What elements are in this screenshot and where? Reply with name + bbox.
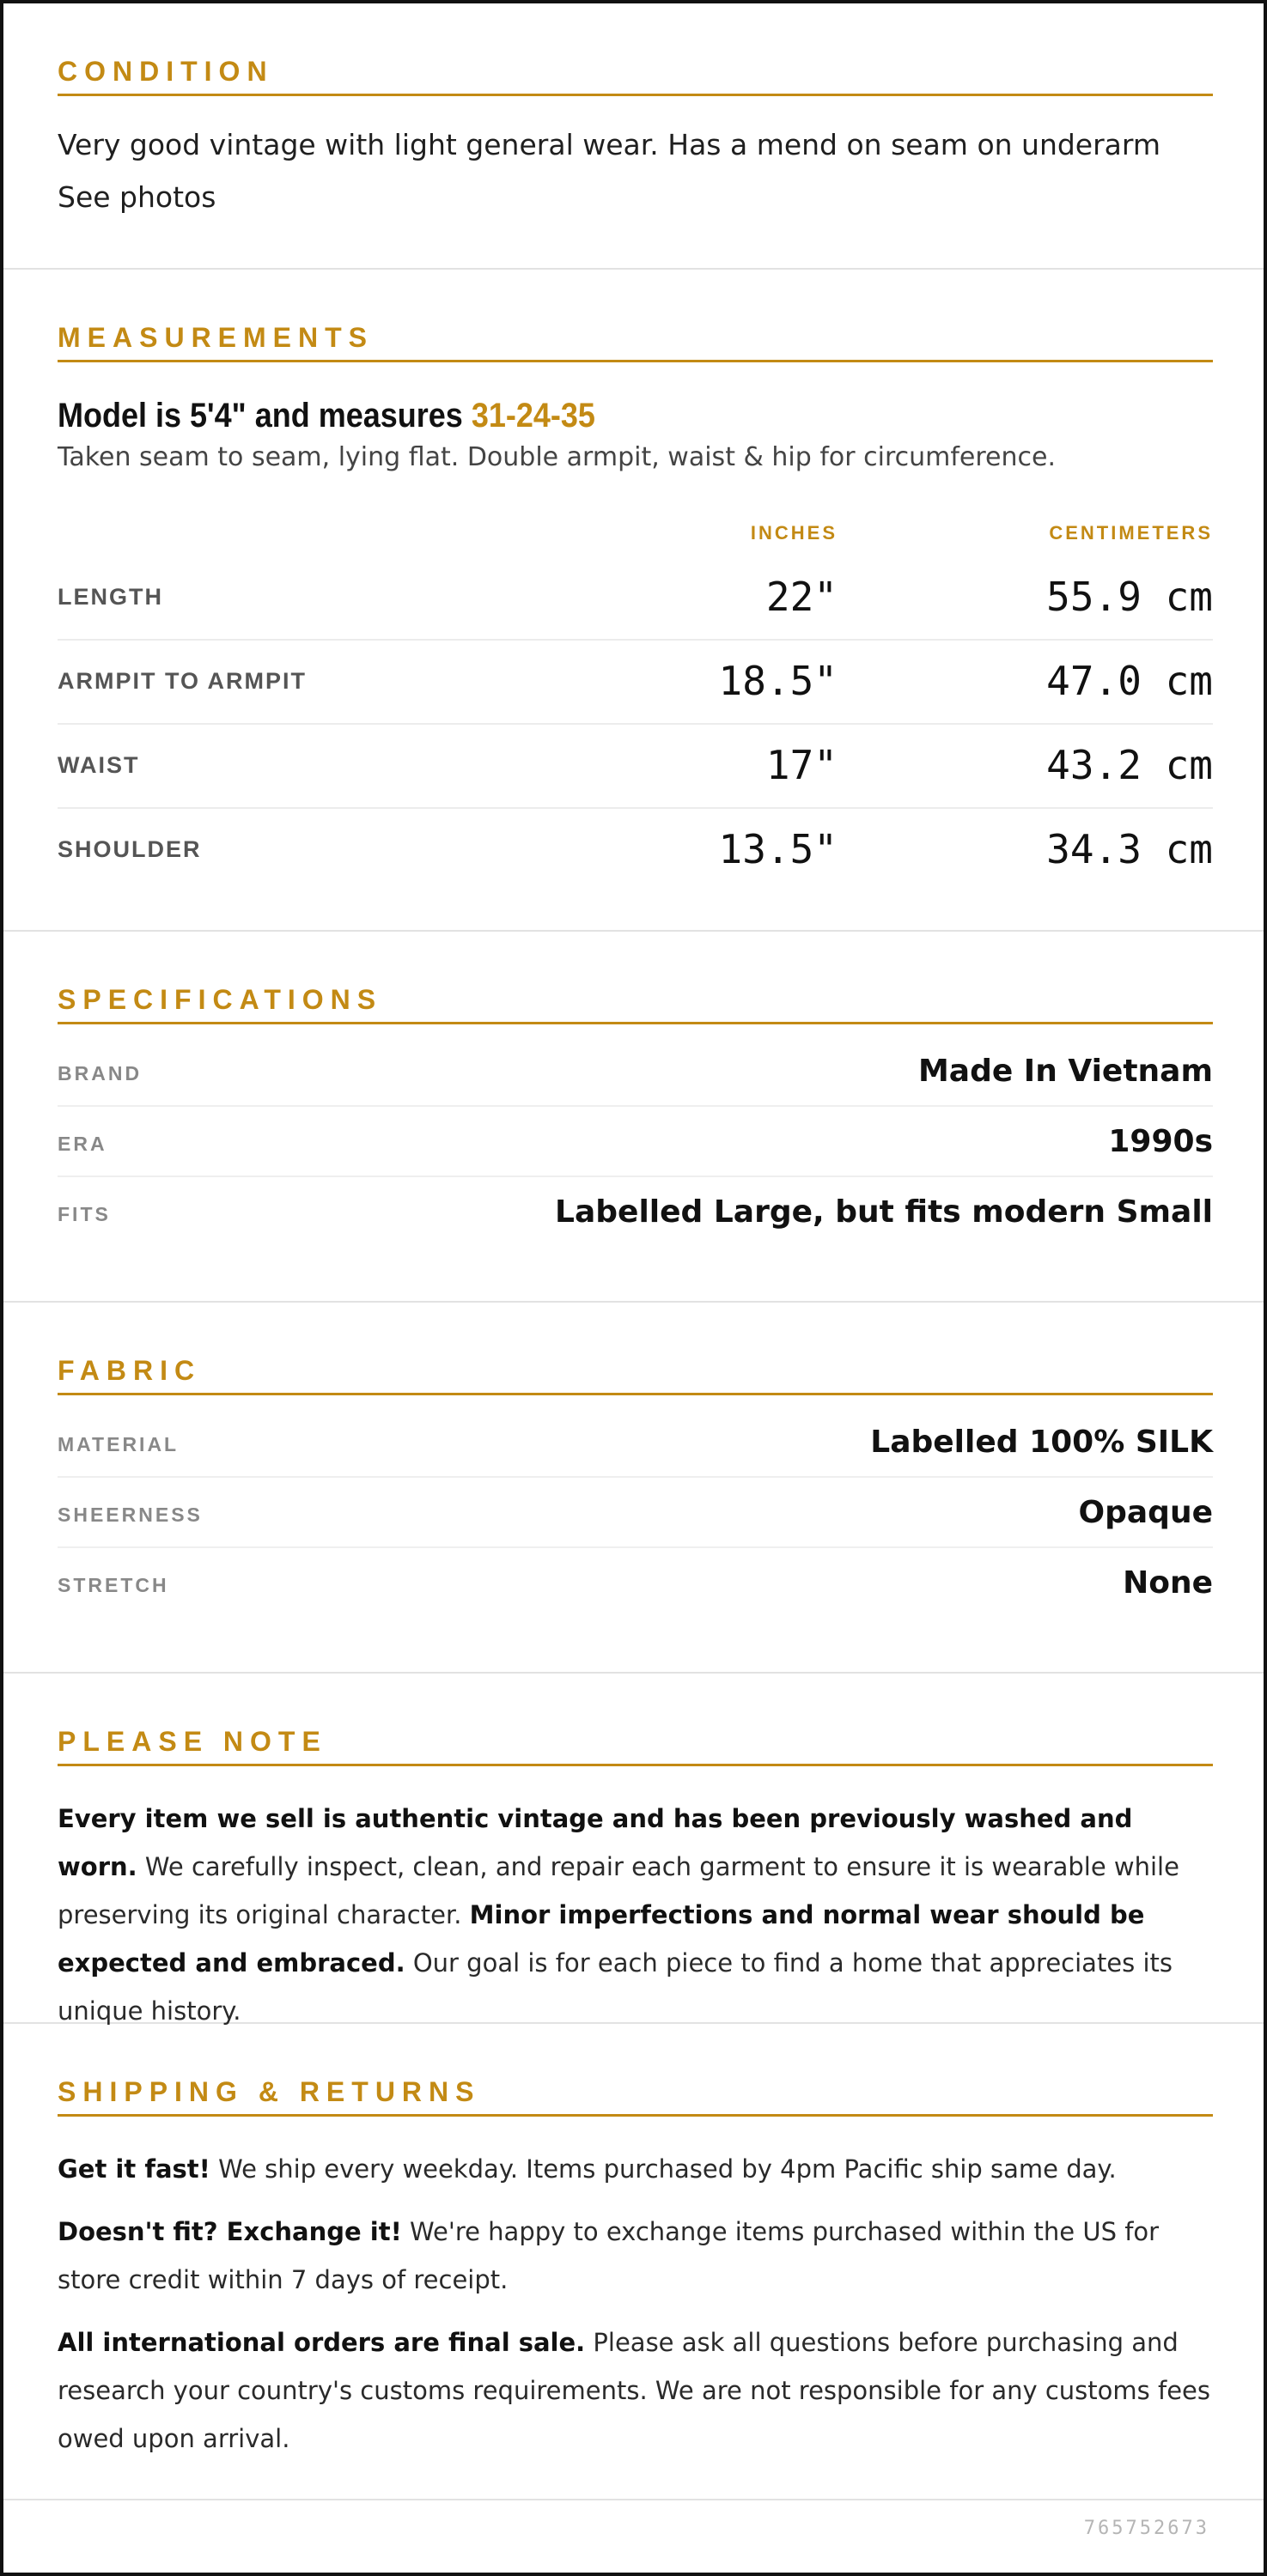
spec-value: Labelled Large, but fits modern Small <box>555 1194 1213 1230</box>
please-note-text <box>58 1795 1213 2035</box>
shipping-paragraph-international <box>58 2318 1213 2463</box>
model-measurements <box>58 397 1098 435</box>
table-row <box>58 556 1213 641</box>
shipping-heading: SHIPPING & RETURNS <box>58 2072 1213 2117</box>
condition-heading: CONDITION <box>58 52 1213 96</box>
shipping-text: We're happy to exchange items purchased within the US for store credit within 7 days of receipt. <box>58 2217 1160 2294</box>
fabric-value: None <box>1123 1565 1213 1601</box>
please-note-heading: PLEASE NOTE <box>58 1722 1213 1766</box>
fabric-section <box>3 1303 1264 1674</box>
please-note-section <box>3 1674 1264 2024</box>
condition-section <box>3 3 1264 270</box>
fabric-label: MATERIAL <box>58 1433 180 1455</box>
fabric-value: Labelled 100% SILK <box>870 1425 1213 1460</box>
specifications-heading: SPECIFICATIONS <box>58 980 1213 1024</box>
measurement-label: ARMPIT TO ARMPIT <box>58 668 307 694</box>
measurement-cm: 47.0 cm <box>1046 658 1213 704</box>
fabric-row <box>58 1407 1213 1478</box>
measurement-label: WAIST <box>58 752 140 778</box>
spec-label: BRAND <box>58 1062 143 1084</box>
table-row <box>58 725 1213 809</box>
centimeters-column-header: CENTIMETERS <box>1049 522 1213 544</box>
shipping-text: Please ask all questions before purchasing and research your country's customs requirements. We are not responsible for any customs fees owed upon arrival. <box>58 2328 1210 2453</box>
note-text-2: Our goal is for each piece to find a home that appreciates its unique history. <box>58 1948 1173 2026</box>
fabric-value: Opaque <box>1078 1495 1213 1530</box>
note-bold-2: Minor imperfections and normal wear should be expected and embraced. <box>58 1900 1145 1978</box>
inches-column-header: INCHES <box>750 522 838 544</box>
spec-value: 1990s <box>1108 1124 1213 1159</box>
measurement-inches: 18.5" <box>718 658 838 704</box>
measurement-cm: 55.9 cm <box>1046 574 1213 620</box>
shipping-bold: Doesn't fit? Exchange it! <box>58 2217 402 2246</box>
measurements-heading: MEASUREMENTS <box>58 318 1213 362</box>
measurement-cm: 34.3 cm <box>1046 826 1213 872</box>
model-prefix: Model is 5'4" and measures <box>58 397 472 434</box>
fabric-row <box>58 1478 1213 1548</box>
measurement-inches: 17" <box>765 742 838 788</box>
condition-text: Very good vintage with light general wear. Has a mend on seam on underarm See photos <box>58 128 1161 214</box>
fabric-row <box>58 1548 1213 1619</box>
shipping-bold: All international orders are final sale. <box>58 2328 586 2357</box>
spec-label: FITS <box>58 1203 111 1225</box>
measurements-table <box>58 513 1213 893</box>
spec-row <box>58 1107 1213 1177</box>
spec-row <box>58 1036 1213 1107</box>
shipping-bold: Get it fast! <box>58 2154 210 2184</box>
measurement-label: SHOULDER <box>58 836 202 862</box>
shipping-text: We ship every weekday. Items purchased by 4pm Pacific ship same day. <box>210 2154 1117 2184</box>
table-row <box>58 641 1213 725</box>
spec-row <box>58 1177 1213 1248</box>
measurement-inches: 22" <box>765 574 838 620</box>
table-row <box>58 809 1213 893</box>
model-measures-value: 31-24-35 <box>471 397 595 434</box>
shipping-returns-section <box>3 2024 1264 2500</box>
spec-label: ERA <box>58 1133 107 1155</box>
shipping-paragraph-speed <box>58 2145 1213 2193</box>
measurements-section <box>3 270 1264 932</box>
shipping-paragraph-exchange <box>58 2208 1213 2304</box>
measurements-table-header <box>58 513 1213 556</box>
fabric-label: SHEERNESS <box>58 1504 203 1526</box>
item-code: 765752673 <box>1083 2518 1209 2539</box>
note-bold-1: Every item we sell is authentic vintage and has been previously washed and worn. <box>58 1804 1133 1881</box>
fabric-heading: FABRIC <box>58 1351 1213 1395</box>
spec-value: Made In Vietnam <box>917 1054 1213 1089</box>
measurement-cm: 43.2 cm <box>1046 742 1213 788</box>
specifications-section <box>3 932 1264 1303</box>
fabric-label: STRETCH <box>58 1574 169 1596</box>
measurement-note: Taken seam to seam, lying flat. Double armpit, waist & hip for circumference. <box>58 442 1057 472</box>
measurement-inches: 13.5" <box>718 826 838 872</box>
measurement-label: LENGTH <box>58 584 163 610</box>
note-text-1: We carefully inspect, clean, and repair each garment to ensure it is wearable while preserving its original character. <box>58 1852 1179 1929</box>
